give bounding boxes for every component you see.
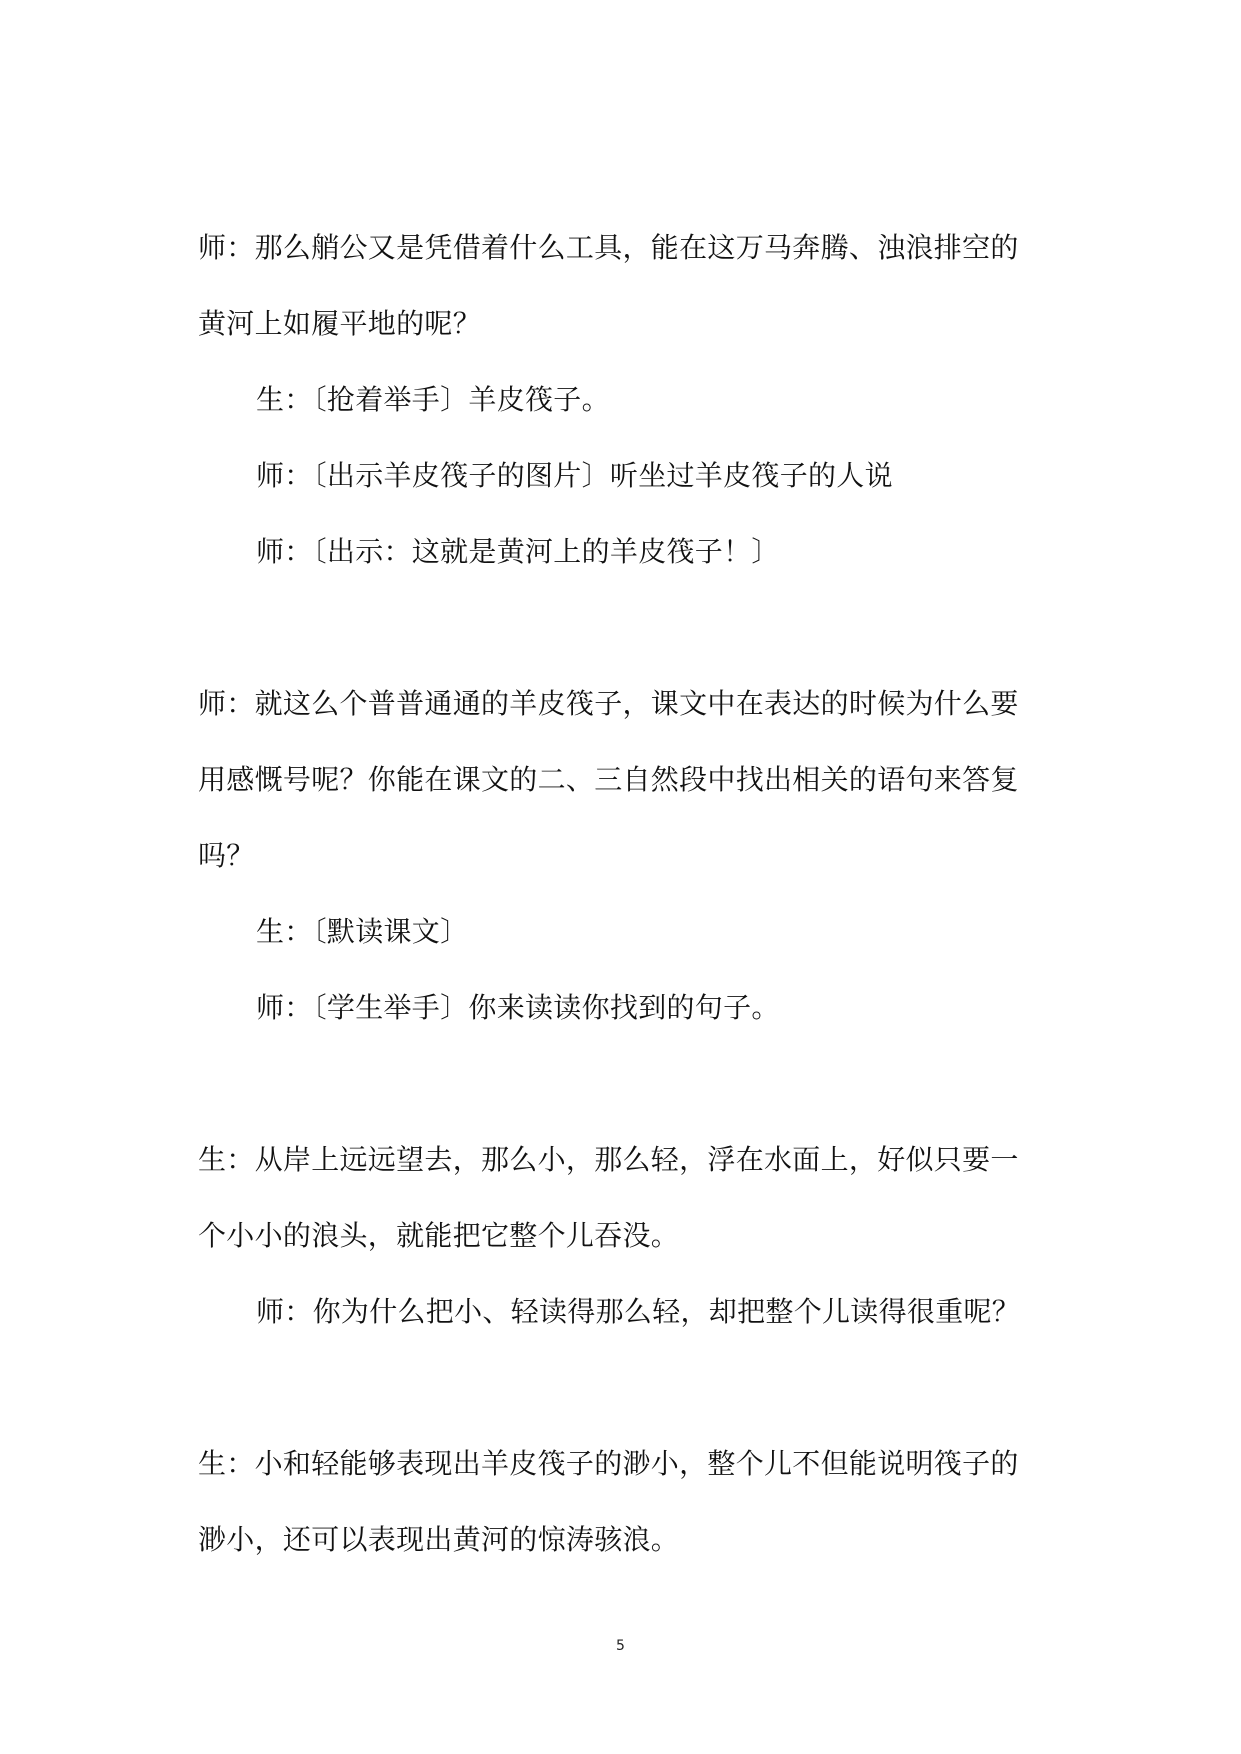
paragraph-line: 吗？ (198, 839, 255, 872)
paragraph-line: 师：就这么个普普通通的羊皮筏子，课文中在表达的时候为什么要 (198, 687, 1019, 720)
paragraph-line: 个小小的浪头，就能把它整个儿吞没。 (198, 1219, 680, 1252)
page-number: 5 (616, 1638, 625, 1654)
paragraph-line: 师：〔出示羊皮筏子的图片〕听坐过羊皮筏子的人说 (256, 459, 893, 492)
paragraph-line: 师：〔出示：这就是黄河上的羊皮筏子！〕 (256, 535, 780, 568)
paragraph-line: 用感慨号呢？你能在课文的二、三自然段中找出相关的语句来答复 (198, 763, 1019, 796)
paragraph-line: 渺小，还可以表现出黄河的惊涛骇浪。 (198, 1523, 680, 1556)
paragraph-line: 师：那么艄公又是凭借着什么工具，能在这万马奔腾、浊浪排空的 (198, 231, 1019, 264)
paragraph-line: 生：从岸上远远望去，那么小，那么轻，浮在水面上，好似只要一 (198, 1143, 1019, 1176)
paragraph-line: 黄河上如履平地的呢？ (198, 307, 482, 340)
paragraph-line: 生：〔默读课文〕 (256, 915, 469, 948)
paragraph-line: 师：你为什么把小、轻读得那么轻，却把整个儿读得很重呢？ (256, 1295, 1021, 1328)
paragraph-line: 师：〔学生举手〕你来读读你找到的句子。 (256, 991, 780, 1024)
paragraph-line: 生：〔抢着举手〕羊皮筏子。 (256, 383, 610, 416)
paragraph-line: 生：小和轻能够表现出羊皮筏子的渺小，整个儿不但能说明筏子的 (198, 1447, 1019, 1480)
